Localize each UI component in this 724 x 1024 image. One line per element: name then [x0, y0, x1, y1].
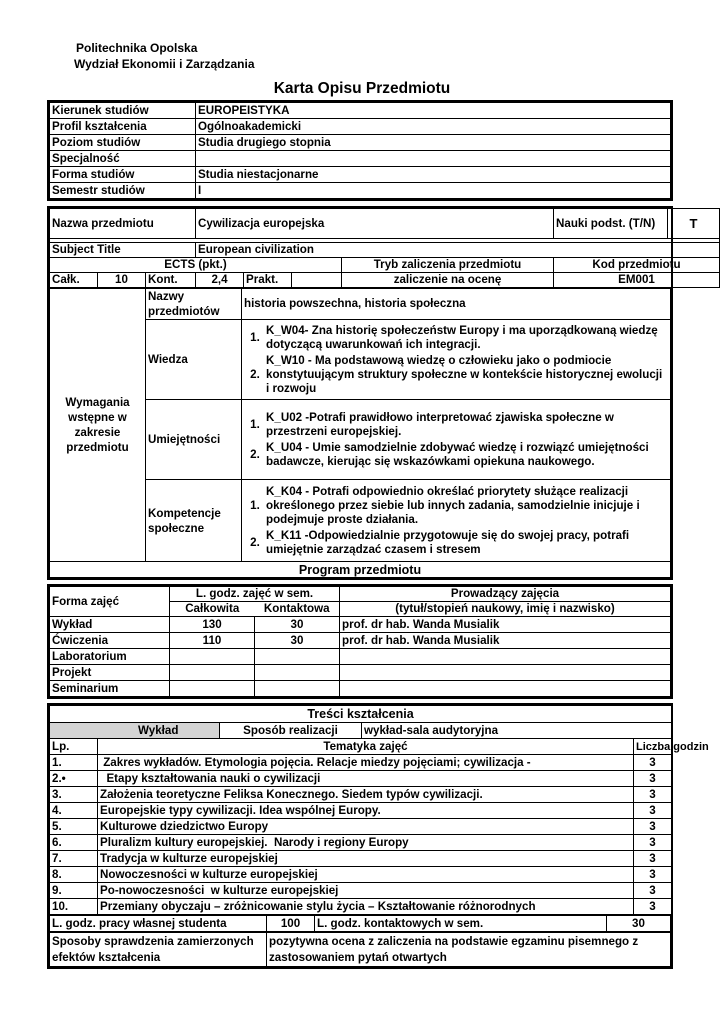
general-row [50, 151, 671, 167]
competence-number: 1. [250, 498, 260, 512]
verification-value: pozytywna ocena z zaliczenia na podstawie egzaminu pisemnego z zastosowaniem pytań otwartych [267, 933, 671, 967]
competence-text: K_W10 - Ma podstawową wiedzę o człowieku jako o podmiocie konstytuującym struktury społeczne w kontekście historycznej ewolucji i rozwoju [266, 353, 663, 395]
teacher-sublabel: (tytuł/stopień naukowy, imię i nazwisko) [340, 602, 671, 617]
topic-row [50, 755, 672, 771]
ects-practical [292, 273, 342, 288]
university-name: Politechnika Opolska [76, 41, 198, 55]
topic-label: Tematyka zajęć [98, 739, 634, 755]
class-hours-label: L. godz. zajęć w sem. [170, 587, 340, 602]
topic-hours: 3 [634, 771, 672, 787]
social-competences-list [242, 480, 671, 562]
general-row [50, 103, 671, 119]
topic-hours: 3 [634, 883, 672, 899]
topic-text: Etapy kształtowania nauki o cywilizacji [98, 771, 634, 787]
general-label: Forma studiów [50, 167, 196, 183]
class-form: Seminarium [50, 681, 170, 697]
general-info-section [47, 100, 673, 201]
competence-item [244, 411, 668, 439]
topic-hours: 3 [634, 867, 672, 883]
general-row [50, 183, 671, 199]
topic-hours: 3 [634, 819, 672, 835]
class-teacher: prof. dr hab. Wanda Musialik [340, 617, 671, 633]
competence-number: 1. [250, 330, 260, 344]
competence-item [244, 485, 668, 527]
competence-text: K_U04 - Umie samodzielnie zdobywać wiedzę i rozwiązć umiejętności badawcze, kierując się wskazówkami opiekuna naukowego. [266, 440, 649, 468]
general-value: Studia drugiego stopnia [196, 135, 671, 151]
class-total-hours: 110 [170, 633, 255, 649]
subject-name: Cywilizacja europejska [196, 209, 554, 239]
subject-title-label: Subject Title [50, 243, 196, 258]
subject-section [47, 206, 698, 580]
subject-names-value: historia powszechna, historia społeczna [242, 289, 671, 320]
ects-label: ECTS (pkt.) [50, 258, 342, 273]
class-row [50, 665, 671, 681]
topic-number: 1. [50, 755, 98, 771]
self-study-value: 100 [267, 916, 315, 932]
topic-text: Europejskie typy cywilizacji. Idea wspólnej Europy. [98, 803, 634, 819]
topic-number: 7. [50, 851, 98, 867]
method-label: Sposób realizacji [220, 723, 362, 739]
class-contact-hours [255, 649, 340, 665]
general-value: Ogólnoakademicki [196, 119, 671, 135]
topic-text: Tradycja w kulturze europejskiej [98, 851, 634, 867]
topic-row [50, 819, 672, 835]
competence-item [244, 441, 668, 469]
skills-label: Umiejętności [146, 400, 242, 480]
ects-contact: 2,4 [196, 273, 244, 288]
competence-text: K_W04- Zna historię społeczeństw Europy i ma uporządkowaną wiedzę dotyczącą uwarunkowań ich integracji. [266, 323, 658, 351]
mode-label: Tryb zaliczenia przedmiotu [342, 258, 554, 273]
topic-text: Pluralizm kultury europejskiej. Narody i regiony Europy [98, 835, 634, 851]
topic-text: Zakres wykładów. Etymologia pojęcia. Relacje miedzy pojęciami; cywilizacja - [98, 755, 634, 771]
contact-hours-value: 30 [607, 916, 671, 932]
topic-text: Założenia teoretyczne Feliksa Konecznego. Siedem typów cywilizacji. [98, 787, 634, 803]
knowledge-list [242, 320, 671, 400]
class-form: Ćwiczenia [50, 633, 170, 649]
class-total-hours [170, 649, 255, 665]
knowledge-label: Wiedza [146, 320, 242, 400]
topic-row [50, 867, 672, 883]
class-form: Projekt [50, 665, 170, 681]
topic-number: 8. [50, 867, 98, 883]
class-contact-hours: 30 [255, 617, 340, 633]
topic-hours: 3 [634, 755, 672, 771]
faculty-name: Wydział Ekonomii i Zarządzania [74, 57, 255, 71]
contact-hours-label: L. godz. kontaktowych w sem. [315, 916, 607, 932]
class-teacher [340, 665, 671, 681]
hours-total-label: Całkowita [170, 602, 255, 617]
requirements-label: Wymagania wstępne w zakresie przedmiotu [50, 289, 146, 562]
topic-text: Przemiany obyczaju – zróżnicowanie stylu życia – Kształtowanie różnorodnych [98, 899, 634, 915]
competence-number: 2. [250, 367, 260, 381]
class-contact-hours: 30 [255, 633, 340, 649]
general-label: Profil kształcenia [50, 119, 196, 135]
topic-number: 2.• [50, 771, 98, 787]
general-label: Semestr studiów [50, 183, 196, 199]
assessment-mode: zaliczenie na ocenę [342, 273, 554, 288]
ects-practical-label: Prakt. [244, 273, 292, 288]
teacher-label: Prowadzący zajęcia [340, 587, 671, 602]
class-teacher [340, 649, 671, 665]
self-study-label: L. godz. pracy własnej studenta [50, 916, 267, 932]
ects-contact-label: Kont. [146, 273, 196, 288]
topic-number: 4. [50, 803, 98, 819]
class-form: Laboratorium [50, 649, 170, 665]
competence-number: 1. [250, 417, 260, 431]
topic-hours: 3 [634, 803, 672, 819]
topic-row [50, 835, 672, 851]
general-label: Specjalność [50, 151, 196, 167]
hours-contact-label: Kontaktowa [255, 602, 340, 617]
lecture-label: Wykład [98, 723, 220, 739]
class-total-hours [170, 681, 255, 697]
subject-title: European civilization [196, 243, 720, 258]
topic-row [50, 771, 672, 787]
general-value [196, 151, 671, 167]
basic-sciences-label: Nauki podst. (T/N) [554, 209, 668, 239]
basic-sciences-value: T [668, 209, 720, 239]
class-total-hours [170, 665, 255, 681]
ects-total-label: Całk. [50, 273, 98, 288]
topic-number: 9. [50, 883, 98, 899]
general-label: Kierunek studiów [50, 103, 196, 119]
topic-number: 3. [50, 787, 98, 803]
general-value: I [196, 183, 671, 199]
class-form-label: Forma zajęć [50, 587, 170, 617]
class-teacher [340, 681, 671, 697]
general-row [50, 119, 671, 135]
general-label: Poziom studiów [50, 135, 196, 151]
topic-row [50, 883, 672, 899]
program-heading: Program przedmiotu [50, 562, 671, 578]
method-value: wykład-sala audytoryjna [362, 723, 672, 739]
contents-section [47, 703, 709, 969]
competence-text: K_K04 - Potrafi odpowiednio określać priorytety służące realizacji określonego przez siebie lub innych zadania, samodzielnie inicjuje i podejmuje proste działania. [266, 484, 640, 526]
hours-label: Liczba godzin [634, 739, 672, 755]
topic-row [50, 803, 672, 819]
topic-row [50, 899, 672, 915]
topic-row [50, 787, 672, 803]
class-row [50, 681, 671, 697]
class-teacher: prof. dr hab. Wanda Musialik [340, 633, 671, 649]
class-contact-hours [255, 665, 340, 681]
topic-row [50, 851, 672, 867]
class-row [50, 649, 671, 665]
topic-hours: 3 [634, 787, 672, 803]
competence-text: K_U02 -Potrafi prawidłowo interpretować zjawiska społeczne w przestrzeni europejskiej. [266, 410, 614, 438]
class-total-hours: 130 [170, 617, 255, 633]
topic-number: 5. [50, 819, 98, 835]
ects-total: 10 [98, 273, 146, 288]
general-row [50, 167, 671, 183]
class-row [50, 617, 671, 633]
classes-section [47, 584, 673, 699]
social-competences-label: Kompetencje społeczne [146, 480, 242, 562]
subject-name-label: Nazwa przedmiotu [50, 209, 196, 239]
general-value: Studia niestacjonarne [196, 167, 671, 183]
competence-item [244, 324, 668, 352]
topic-hours: 3 [634, 851, 672, 867]
code-label: Kod przedmiotu [554, 258, 720, 273]
contents-title: Treści kształcenia [50, 706, 672, 723]
subject-names-label: Nazwy przedmiotów [146, 289, 242, 320]
page-title: Karta Opisu Przedmiotu [273, 80, 451, 97]
topic-number: 6. [50, 835, 98, 851]
general-row [50, 135, 671, 151]
topic-number: 10. [50, 899, 98, 915]
competence-number: 2. [250, 535, 260, 549]
topic-hours: 3 [634, 835, 672, 851]
verification-label: Sposoby sprawdzenia zamierzonych efektów kształcenia [50, 933, 267, 967]
class-contact-hours [255, 681, 340, 697]
lp-label: Lp. [50, 739, 98, 755]
topic-hours: 3 [634, 899, 672, 915]
topic-text: Po-nowoczesności w kulturze europejskiej [98, 883, 634, 899]
competence-item [244, 529, 668, 557]
class-form: Wykład [50, 617, 170, 633]
subject-code: EM001 [554, 273, 720, 288]
topic-text: Nowoczesności w kulturze europejskiej [98, 867, 634, 883]
competence-text: K_K11 -Odpowiedzialnie przygotowuje się do swojej pracy, potrafi umiejętnie zarządzać czasem i stresem [266, 528, 630, 556]
skills-list [242, 400, 671, 480]
general-value: EUROPEISTYKA [196, 103, 671, 119]
topic-text: Kulturowe dziedzictwo Europy [98, 819, 634, 835]
competence-item [244, 354, 668, 396]
class-row [50, 633, 671, 649]
competence-number: 2. [250, 447, 260, 461]
